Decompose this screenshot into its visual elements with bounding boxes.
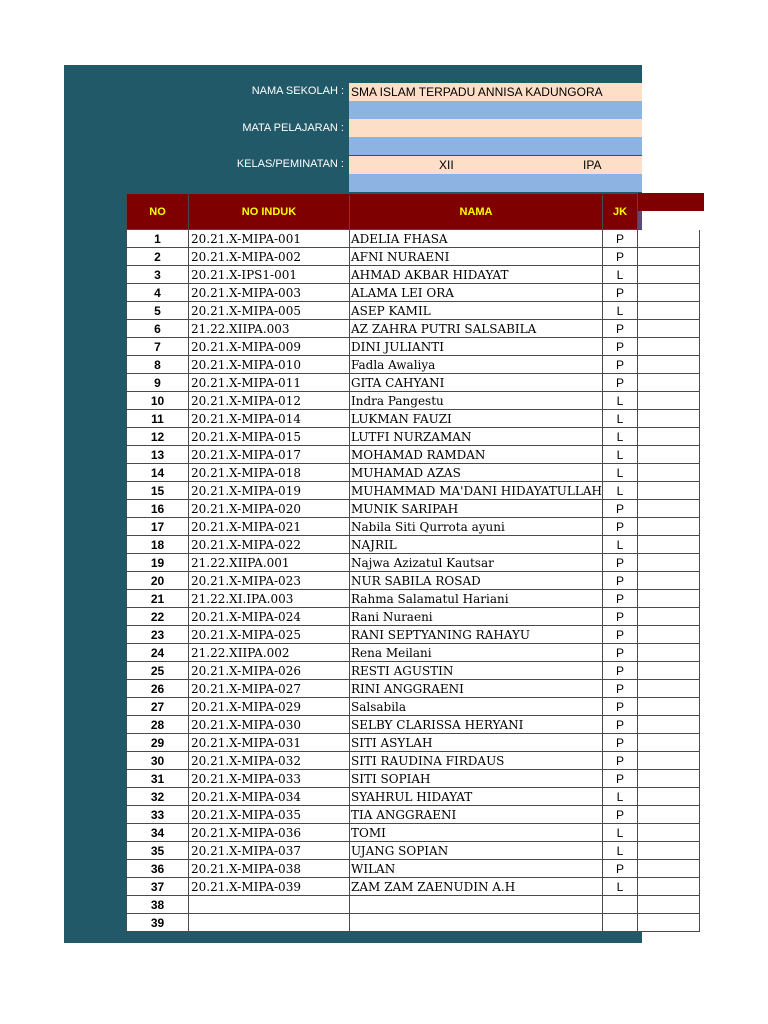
row-peng-cell[interactable] <box>638 464 700 482</box>
row-nama-cell[interactable]: Indra Pangestu <box>350 392 603 410</box>
row-peng-cell[interactable] <box>638 248 700 266</box>
row-no-cell[interactable]: 27 <box>127 698 189 716</box>
row-peng-cell[interactable] <box>638 806 700 824</box>
row-no-cell[interactable]: 11 <box>127 410 189 428</box>
row-no-induk-cell[interactable]: 20.21.X-MIPA-002 <box>189 248 350 266</box>
row-no-induk-cell[interactable]: 20.21.X-MIPA-032 <box>189 752 350 770</box>
row-no-induk-cell[interactable]: 20.21.X-MIPA-022 <box>189 536 350 554</box>
row-no-induk-cell[interactable]: 20.21.X-MIPA-024 <box>189 608 350 626</box>
row-peng-cell[interactable] <box>638 338 700 356</box>
row-no-induk-cell[interactable]: 20.21.X-MIPA-014 <box>189 410 350 428</box>
table-row <box>127 392 700 410</box>
row-no-induk-cell[interactable]: 20.21.X-MIPA-033 <box>189 770 350 788</box>
row-no-cell[interactable]: 25 <box>127 662 189 680</box>
row-jk-cell[interactable]: P <box>603 374 638 392</box>
row-no-induk-cell[interactable]: 20.21.X-MIPA-020 <box>189 500 350 518</box>
row-peng-cell[interactable] <box>638 482 700 500</box>
row-no-induk-cell[interactable]: 21.22.XI.IPA.003 <box>189 590 350 608</box>
row-jk-cell[interactable] <box>603 914 638 932</box>
row-peng-cell[interactable] <box>638 842 700 860</box>
row-jk-cell[interactable]: L <box>603 878 638 896</box>
row-no-induk-cell[interactable]: 20.21.X-MIPA-036 <box>189 824 350 842</box>
row-nama-cell[interactable]: DINI JULIANTI <box>350 338 603 356</box>
row-jk-cell[interactable]: L <box>603 842 638 860</box>
col-nama-header[interactable]: NAMA <box>350 194 603 230</box>
row-no-cell[interactable]: 35 <box>127 842 189 860</box>
row-no-cell[interactable]: 20 <box>127 572 189 590</box>
table-row <box>127 860 700 878</box>
col-no-header[interactable]: NO <box>127 194 189 230</box>
row-no-induk-cell[interactable]: 20.21.X-MIPA-012 <box>189 392 350 410</box>
table-row <box>127 896 700 914</box>
row-nama-cell[interactable]: Najwa Azizatul Kautsar <box>350 554 603 572</box>
row-no-induk-cell[interactable] <box>189 896 350 914</box>
row-peng-cell[interactable] <box>638 896 700 914</box>
row-peng-cell[interactable] <box>638 698 700 716</box>
row-peng-cell[interactable] <box>638 446 700 464</box>
row-no-induk-cell[interactable]: 20.21.X-MIPA-027 <box>189 680 350 698</box>
row-jk-cell[interactable]: P <box>603 680 638 698</box>
row-peng-cell[interactable] <box>638 860 700 878</box>
row-nama-cell[interactable]: SELBY CLARISSA HERYANI <box>350 716 603 734</box>
row-peng-cell[interactable] <box>638 500 700 518</box>
row-nama-cell[interactable]: SYAHRUL HIDAYAT <box>350 788 603 806</box>
row-peng-cell[interactable] <box>638 716 700 734</box>
row-jk-cell[interactable]: P <box>603 590 638 608</box>
table-row <box>127 230 700 248</box>
row-no-cell[interactable]: 6 <box>127 320 189 338</box>
table-row <box>127 914 700 932</box>
row-no-induk-cell[interactable]: 20.21.X-MIPA-029 <box>189 698 350 716</box>
table-row <box>127 752 700 770</box>
row-peng-cell[interactable] <box>638 284 700 302</box>
row-no-induk-cell[interactable]: 20.21.X-MIPA-011 <box>189 374 350 392</box>
row-nama-cell[interactable]: LUKMAN FAUZI <box>350 410 603 428</box>
row-peng-cell[interactable] <box>638 554 700 572</box>
row-no-induk-cell[interactable]: 20.21.X-MIPA-021 <box>189 518 350 536</box>
table-row <box>127 500 700 518</box>
row-peng-cell[interactable] <box>638 410 700 428</box>
table-row <box>127 680 700 698</box>
row-peng-cell[interactable] <box>638 590 700 608</box>
row-jk-cell[interactable]: L <box>603 392 638 410</box>
row-no-cell[interactable]: 15 <box>127 482 189 500</box>
row-nama-cell[interactable]: SITI RAUDINA FIRDAUS <box>350 752 603 770</box>
row-nama-cell[interactable]: Nabila Siti Qurrota ayuni <box>350 518 603 536</box>
row-no-induk-cell[interactable]: 21.22.XIIPA.003 <box>189 320 350 338</box>
row-jk-cell[interactable]: P <box>603 554 638 572</box>
row-no-induk-cell[interactable]: 20.21.X-MIPA-023 <box>189 572 350 590</box>
row-jk-cell[interactable]: P <box>603 752 638 770</box>
table-row <box>127 788 700 806</box>
table-row <box>127 284 700 302</box>
table-row <box>127 356 700 374</box>
row-jk-cell[interactable]: L <box>603 536 638 554</box>
student-table <box>126 193 700 932</box>
row-no-cell[interactable]: 37 <box>127 878 189 896</box>
table-row <box>127 248 700 266</box>
row-no-cell[interactable]: 36 <box>127 860 189 878</box>
row-jk-cell[interactable]: L <box>603 482 638 500</box>
table-row <box>127 518 700 536</box>
row-no-induk-cell[interactable]: 20.21.X-MIPA-019 <box>189 482 350 500</box>
row-nama-cell[interactable]: ADELIA FHASA <box>350 230 603 248</box>
row-no-induk-cell[interactable]: 20.21.X-MIPA-026 <box>189 662 350 680</box>
row-no-induk-cell[interactable]: 20.21.X-MIPA-031 <box>189 734 350 752</box>
row-peng-cell[interactable] <box>638 572 700 590</box>
row-nama-cell[interactable]: RANI SEPTYANING RAHAYU <box>350 626 603 644</box>
row-no-cell[interactable]: 24 <box>127 644 189 662</box>
subject-cell-sub[interactable] <box>349 137 642 155</box>
row-nama-cell[interactable]: WILAN <box>350 860 603 878</box>
row-nama-cell[interactable]: LUTFI NURZAMAN <box>350 428 603 446</box>
row-no-cell[interactable]: 21 <box>127 590 189 608</box>
table-row <box>127 464 700 482</box>
table-row <box>127 320 700 338</box>
row-jk-cell[interactable]: P <box>603 608 638 626</box>
row-jk-cell[interactable]: P <box>603 572 638 590</box>
row-jk-cell[interactable]: L <box>603 824 638 842</box>
row-jk-cell[interactable] <box>603 896 638 914</box>
row-jk-cell[interactable]: P <box>603 518 638 536</box>
table-row <box>127 698 700 716</box>
row-peng-cell[interactable] <box>638 878 700 896</box>
row-no-induk-cell[interactable]: 20.21.X-MIPA-038 <box>189 860 350 878</box>
col-no-induk-header[interactable]: NO INDUK <box>189 194 350 230</box>
row-no-induk-cell[interactable]: 21.22.XIIPA.001 <box>189 554 350 572</box>
row-peng-cell[interactable] <box>638 734 700 752</box>
row-no-cell[interactable]: 2 <box>127 248 189 266</box>
row-no-cell[interactable]: 18 <box>127 536 189 554</box>
table-row <box>127 644 700 662</box>
school-cell-sub[interactable] <box>349 101 642 119</box>
row-peng-cell[interactable] <box>638 374 700 392</box>
row-nama-cell[interactable]: RESTI AGUSTIN <box>350 662 603 680</box>
row-nama-cell[interactable]: ALAMA LEI ORA <box>350 284 603 302</box>
row-nama-cell[interactable]: Salsabila <box>350 698 603 716</box>
table-row <box>127 770 700 788</box>
row-no-cell[interactable]: 34 <box>127 824 189 842</box>
row-peng-cell[interactable] <box>638 626 700 644</box>
row-jk-cell[interactable]: L <box>603 464 638 482</box>
row-nama-cell[interactable] <box>350 896 603 914</box>
school-cell[interactable] <box>349 83 642 101</box>
row-jk-cell[interactable]: P <box>603 860 638 878</box>
col-peng-header-cell <box>638 194 700 230</box>
row-peng-cell[interactable] <box>638 824 700 842</box>
table-row <box>127 536 700 554</box>
row-jk-cell[interactable]: L <box>603 428 638 446</box>
row-peng-cell[interactable] <box>638 680 700 698</box>
row-no-cell[interactable]: 17 <box>127 518 189 536</box>
row-no-induk-cell[interactable]: 20.21.X-MIPA-030 <box>189 716 350 734</box>
row-nama-cell[interactable]: NUR SABILA ROSAD <box>350 572 603 590</box>
row-no-cell[interactable]: 10 <box>127 392 189 410</box>
row-peng-cell[interactable] <box>638 428 700 446</box>
row-nama-cell[interactable] <box>350 914 603 932</box>
row-no-induk-cell[interactable]: 20.21.X-MIPA-015 <box>189 428 350 446</box>
table-header-row <box>127 194 700 230</box>
row-jk-cell[interactable]: P <box>603 734 638 752</box>
row-no-induk-cell[interactable] <box>189 914 350 932</box>
row-jk-cell[interactable]: L <box>603 788 638 806</box>
row-nama-cell[interactable]: Fadla Awaliya <box>350 356 603 374</box>
table-row <box>127 572 700 590</box>
subject-cell[interactable] <box>349 119 642 137</box>
row-no-induk-cell[interactable]: 20.21.X-MIPA-003 <box>189 284 350 302</box>
table-row <box>127 302 700 320</box>
row-no-cell[interactable]: 14 <box>127 464 189 482</box>
row-no-induk-cell[interactable]: 20.21.X-MIPA-018 <box>189 464 350 482</box>
table-row <box>127 482 700 500</box>
col-jk-header[interactable]: JK <box>603 194 638 230</box>
row-no-cell[interactable]: 30 <box>127 752 189 770</box>
row-no-cell[interactable]: 5 <box>127 302 189 320</box>
row-jk-cell[interactable]: P <box>603 230 638 248</box>
row-nama-cell[interactable]: MUHAMMAD MA'DANI HIDAYATULLAH <box>351 483 602 498</box>
row-jk-cell[interactable]: L <box>603 446 638 464</box>
row-nama-cell[interactable]: MUHAMAD AZAS <box>350 464 603 482</box>
row-nama-cell[interactable]: TIA ANGGRAENI <box>350 806 603 824</box>
row-no-induk-cell[interactable]: 20.21.X-MIPA-035 <box>189 806 350 824</box>
row-nama-cell[interactable]: SITI SOPIAH <box>350 770 603 788</box>
row-no-cell[interactable]: 12 <box>127 428 189 446</box>
row-jk-cell[interactable]: P <box>603 320 638 338</box>
row-jk-cell[interactable]: P <box>603 284 638 302</box>
row-jk-cell[interactable]: P <box>603 338 638 356</box>
table-row <box>127 590 700 608</box>
row-no-cell[interactable]: 31 <box>127 770 189 788</box>
row-no-induk-cell[interactable]: 20.21.X-IPS1-001 <box>189 266 350 284</box>
row-jk-cell[interactable]: P <box>603 356 638 374</box>
row-no-cell[interactable]: 32 <box>127 788 189 806</box>
row-nama-cell[interactable]: Rena Meilani <box>350 644 603 662</box>
school-label: NAMA SEKOLAH : <box>251 85 344 97</box>
row-peng-cell[interactable] <box>638 302 700 320</box>
row-no-cell[interactable]: 26 <box>127 680 189 698</box>
row-no-cell[interactable]: 39 <box>127 914 189 932</box>
row-jk-cell[interactable]: P <box>603 662 638 680</box>
row-no-cell[interactable]: 7 <box>127 338 189 356</box>
table-row <box>127 734 700 752</box>
row-no-cell[interactable]: 33 <box>127 806 189 824</box>
table-row <box>127 842 700 860</box>
table-row <box>127 554 700 572</box>
subject-label: MATA PELAJARAN : <box>242 122 344 134</box>
row-jk-cell[interactable]: P <box>603 500 638 518</box>
row-jk-cell[interactable]: P <box>603 770 638 788</box>
row-no-cell[interactable]: 9 <box>127 374 189 392</box>
row-no-cell[interactable]: 8 <box>127 356 189 374</box>
row-no-cell[interactable]: 23 <box>127 626 189 644</box>
row-no-cell[interactable]: 13 <box>127 446 189 464</box>
row-peng-cell[interactable] <box>638 770 700 788</box>
row-nama-cell[interactable]: ASEP KAMIL <box>350 302 603 320</box>
row-no-cell[interactable]: 3 <box>127 266 189 284</box>
row-no-induk-cell[interactable]: 21.22.XIIPA.002 <box>189 644 350 662</box>
table-row <box>127 716 700 734</box>
table-row <box>127 374 700 392</box>
row-peng-cell[interactable] <box>638 788 700 806</box>
row-nama-cell[interactable]: MUNIK SARIPAH <box>350 500 603 518</box>
table-row <box>127 428 700 446</box>
table-row <box>127 662 700 680</box>
row-no-cell[interactable]: 38 <box>127 896 189 914</box>
row-no-induk-cell[interactable]: 20.21.X-MIPA-009 <box>189 338 350 356</box>
row-no-cell[interactable]: 19 <box>127 554 189 572</box>
row-nama-cell[interactable]: AZ ZAHRA PUTRI SALSABILA <box>350 320 603 338</box>
table-row <box>127 410 700 428</box>
row-peng-cell[interactable] <box>638 518 700 536</box>
class-cell[interactable] <box>349 156 642 174</box>
row-peng-cell[interactable] <box>638 356 700 374</box>
table-row <box>127 266 700 284</box>
row-jk-cell[interactable]: P <box>603 806 638 824</box>
row-no-induk-cell[interactable]: 20.21.X-MIPA-034 <box>189 788 350 806</box>
row-no-induk-cell[interactable]: 20.21.X-MIPA-039 <box>189 878 350 896</box>
row-peng-cell[interactable] <box>638 266 700 284</box>
class-label: KELAS/PEMINATAN : <box>236 158 344 170</box>
peminatan-value: IPA <box>583 158 602 172</box>
class-cell-sub[interactable] <box>349 174 642 192</box>
row-no-induk-cell[interactable]: 20.21.X-MIPA-010 <box>189 356 350 374</box>
row-peng-cell[interactable] <box>638 230 700 248</box>
table-row <box>127 338 700 356</box>
row-jk-cell[interactable]: P <box>603 626 638 644</box>
row-nama-cell[interactable]: AFNI NURAENI <box>350 248 603 266</box>
row-jk-cell[interactable]: L <box>603 410 638 428</box>
row-jk-cell[interactable]: L <box>603 266 638 284</box>
row-nama-cell[interactable]: UJANG SOPIAN <box>350 842 603 860</box>
row-peng-cell[interactable] <box>638 644 700 662</box>
row-no-induk-cell[interactable]: 20.21.X-MIPA-001 <box>189 230 350 248</box>
row-no-induk-cell[interactable]: 20.21.X-MIPA-005 <box>189 302 350 320</box>
row-nama-cell[interactable]: Rani Nuraeni <box>350 608 603 626</box>
row-no-cell[interactable]: 4 <box>127 284 189 302</box>
row-peng-cell[interactable] <box>638 914 700 932</box>
row-jk-cell[interactable]: L <box>603 302 638 320</box>
row-nama-cell[interactable]: MOHAMAD RAMDAN <box>350 446 603 464</box>
row-peng-cell[interactable] <box>638 662 700 680</box>
row-no-cell[interactable]: 22 <box>127 608 189 626</box>
table-row <box>127 446 700 464</box>
row-nama-cell[interactable]: NAJRIL <box>350 536 603 554</box>
row-peng-cell[interactable] <box>638 752 700 770</box>
row-no-cell[interactable]: 1 <box>127 230 189 248</box>
row-peng-cell[interactable] <box>638 536 700 554</box>
row-peng-cell[interactable] <box>638 608 700 626</box>
row-jk-cell[interactable]: P <box>603 698 638 716</box>
row-nama-cell[interactable]: RINI ANGGRAENI <box>350 680 603 698</box>
row-nama-cell[interactable]: TOMI <box>350 824 603 842</box>
row-peng-cell[interactable] <box>638 320 700 338</box>
row-nama-cell[interactable]: Rahma Salamatul Hariani <box>350 590 603 608</box>
table-row <box>127 806 700 824</box>
row-nama-cell[interactable]: GITA CAHYANI <box>350 374 603 392</box>
row-no-induk-cell[interactable]: 20.21.X-MIPA-017 <box>189 446 350 464</box>
table-row <box>127 608 700 626</box>
class-value: XII <box>439 158 454 172</box>
row-nama-cell[interactable]: ZAM ZAM ZAENUDIN A.H <box>350 878 603 896</box>
row-no-cell[interactable]: 29 <box>127 734 189 752</box>
row-no-induk-cell[interactable]: 20.21.X-MIPA-025 <box>189 626 350 644</box>
row-no-cell[interactable]: 16 <box>127 500 189 518</box>
row-jk-cell[interactable]: P <box>603 644 638 662</box>
table-row <box>127 824 700 842</box>
row-no-cell[interactable]: 28 <box>127 716 189 734</box>
school-value: SMA ISLAM TERPADU ANNISA KADUNGORA <box>351 85 603 99</box>
row-peng-cell[interactable] <box>638 392 700 410</box>
table-row <box>127 878 700 896</box>
row-nama-cell[interactable]: SITI ASYLAH <box>350 734 603 752</box>
row-jk-cell[interactable]: P <box>603 248 638 266</box>
table-row <box>127 626 700 644</box>
row-jk-cell[interactable]: P <box>603 716 638 734</box>
row-nama-cell[interactable]: AHMAD AKBAR HIDAYAT <box>350 266 603 284</box>
row-no-induk-cell[interactable]: 20.21.X-MIPA-037 <box>189 842 350 860</box>
